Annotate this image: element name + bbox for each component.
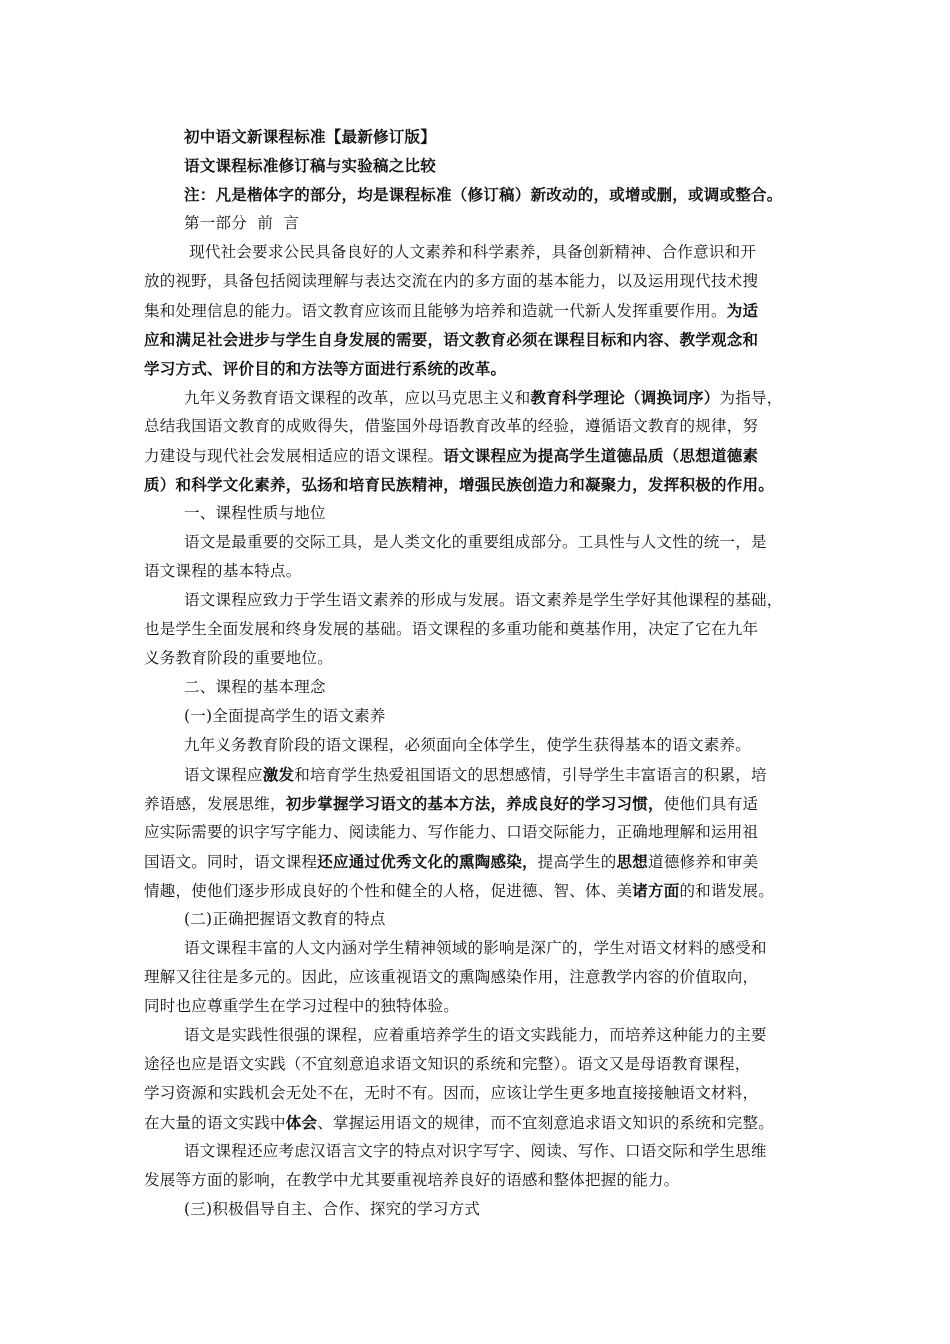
section-heading-2: 二、课程的基本理念: [184, 678, 326, 696]
text-run: 放的视野，具备包括阅读理解与表达交流在内的多方面的基本能力，以及运用现代技术搜: [144, 272, 759, 290]
text-run: 应实际需要的识字写字能力、阅读能力、写作能力、口语交际能力，正确地理解和运用祖: [144, 823, 759, 841]
revised-text: 体会: [285, 1113, 318, 1132]
paragraph-line: 义务教育阶段的重要地位。: [144, 649, 334, 667]
revised-text: 质）和科学文化素养，弘扬和培育民族精神，增强民族创造力和凝聚力，发挥积极的作用。: [144, 475, 775, 494]
revised-text: 初步掌握学习语文的基本方法，养成良好的学习习惯，: [285, 794, 664, 813]
document-subtitle: 语文课程标准修订稿与实验稿之比较: [184, 156, 437, 175]
paragraph-line: 语文课程的基本特点。: [144, 562, 302, 580]
text-run: 总结我国语文教育的成败得失，借鉴国外母语教育改革的经验，遵循语文教育的规律，努: [144, 417, 759, 435]
paragraph-line: [144, 760, 812, 789]
paragraph-line: [144, 296, 812, 325]
paragraph-line: 语文课程还应考虑汉语言文字的特点对识字写字、阅读、写作、口语交际和学生思维: [184, 1142, 767, 1160]
text-run: 学习资源和实践机会无处不在，无时不有。因而，应该让学生更多地直接接触语文材料，: [144, 1084, 759, 1102]
paragraph-line: [144, 789, 812, 818]
document-note: 注：凡是楷体字的部分，均是课程标准（修订稿）新改动的，或增或删，或调或整合。: [184, 185, 783, 204]
text-run: 情趣，使他们逐步形成良好的个性和健全的人格，促进德、智、体、美: [144, 882, 633, 900]
revised-text: 学习方式、评价目的和方法等方面进行系统的改革。: [144, 359, 507, 378]
text-run: 养语感，发展思维，: [144, 795, 286, 813]
paragraph-line: [144, 818, 812, 847]
paragraph-preface-1: [144, 238, 812, 383]
paragraph-line: 九年义务教育阶段的语文课程，必须面向全体学生，使学生获得基本的语文素养。: [184, 736, 752, 754]
paragraph-line: 理解又往往是多元的。因此，应该重视语文的熏陶感染作用，注意教学内容的价值取向，: [144, 968, 759, 986]
paragraph-line: [144, 325, 812, 354]
revised-text: 激发: [262, 765, 295, 784]
paragraph-line: [144, 470, 812, 499]
text-run: 使他们具有适: [663, 795, 759, 813]
revised-text: 教育科学理论（调换词序）: [530, 388, 720, 407]
paragraph-line: [144, 441, 812, 470]
paragraph-line: [144, 1079, 812, 1108]
paragraph-line: 语文课程丰富的人文内涵对学生精神领域的影响是深广的，学生对语文材料的感受和: [184, 939, 767, 957]
revised-text: 思想: [616, 852, 649, 871]
part-heading: 第一部分 前 言: [184, 214, 300, 232]
paragraph-line: [144, 354, 812, 383]
paragraph-preface-2: [144, 383, 812, 499]
text-run: 语文课程应: [184, 766, 263, 784]
text-run: 为指导，: [719, 389, 783, 407]
document-title: 初中语文新课程标准【最新修订版】: [184, 127, 437, 146]
paragraph-line: 也是学生全面发展和终身发展的基础。语文课程的多重功能和奠基作用，决定了它在九年: [144, 620, 759, 638]
paragraph-line: 发展等方面的影响，在教学中尤其要重视培养良好的语感和整体把握的能力。: [144, 1171, 680, 1189]
paragraph-line: 语文是最重要的交际工具，是人类文化的重要组成部分。工具性与人文性的统一，是: [184, 533, 767, 551]
text-run: 途径也应是语文实践（不宜刻意追求语文知识的系统和完整）。语文又是母语教育课程，: [144, 1055, 751, 1073]
paragraph-line: [144, 267, 812, 296]
text-run: 语文是实践性很强的课程，应着重培养学生的语文实践能力，而培养这种能力的主要: [184, 1026, 767, 1044]
paragraph-line: [144, 1021, 812, 1050]
paragraph-line: [144, 847, 812, 876]
revised-text: 语文课程应为提高学生道德品质（思想道德素: [443, 446, 759, 465]
section-heading-1: 一、课程性质与地位: [184, 504, 326, 522]
text-run: 在大量的语文实践中: [144, 1114, 286, 1132]
paragraph-practice: [144, 1021, 812, 1137]
text-run: 的和谐发展。: [679, 882, 775, 900]
text-run: 道德修养和审美: [648, 853, 759, 871]
text-run: 、掌握运用语文的规律，而不宜刻意追求语文知识的系统和完整。: [317, 1114, 775, 1132]
revised-text: 诸方面: [632, 881, 680, 900]
paragraph-line: [144, 238, 812, 267]
paragraph-line: [144, 1050, 812, 1079]
subsection-heading-1: (一)全面提高学生的语文素养: [184, 707, 386, 725]
text-run: 现代社会要求公民具备良好的人文素养和科学素养，具备创新精神、合作意识和开: [184, 243, 757, 261]
text-run: 国语文。同时，语文课程: [144, 853, 318, 871]
paragraph-line: [144, 383, 812, 412]
text-run: 和培育学生热爱祖国语文的思想感情，引导学生丰富语言的积累，培: [294, 766, 767, 784]
text-run: 力建设与现代社会发展相适应的语文课程。: [144, 447, 444, 465]
revised-text: 还应通过优秀文化的熏陶感染，: [317, 852, 538, 871]
paragraph-line: [144, 412, 812, 441]
text-run: 九年义务教育语文课程的改革，应以马克思主义和: [184, 389, 531, 407]
revised-text: 应和满足社会进步与学生自身发展的需要，语文教育必须在课程目标和内容、教学观念和: [144, 330, 759, 349]
paragraph-literacy: [144, 760, 812, 905]
paragraph-line: 同时也应尊重学生在学习过程中的独特体验。: [144, 997, 460, 1015]
text-run: 提高学生的: [537, 853, 617, 871]
paragraph-line: [144, 876, 812, 905]
subsection-heading-2: (二)正确把握语文教育的特点: [184, 910, 386, 928]
revised-text: 为适: [726, 301, 759, 320]
document-page: [144, 122, 812, 1224]
subsection-heading-3: (三)积极倡导自主、合作、探究的学习方式: [184, 1200, 481, 1218]
text-run: 集和处理信息的能力。语文教育应该而且能够为培养和造就一代新人发挥重要作用。: [144, 302, 727, 320]
paragraph-line: 语文课程应致力于学生语文素养的形成与发展。语文素养是学生学好其他课程的基础，: [184, 591, 783, 609]
paragraph-line: [144, 1108, 812, 1137]
